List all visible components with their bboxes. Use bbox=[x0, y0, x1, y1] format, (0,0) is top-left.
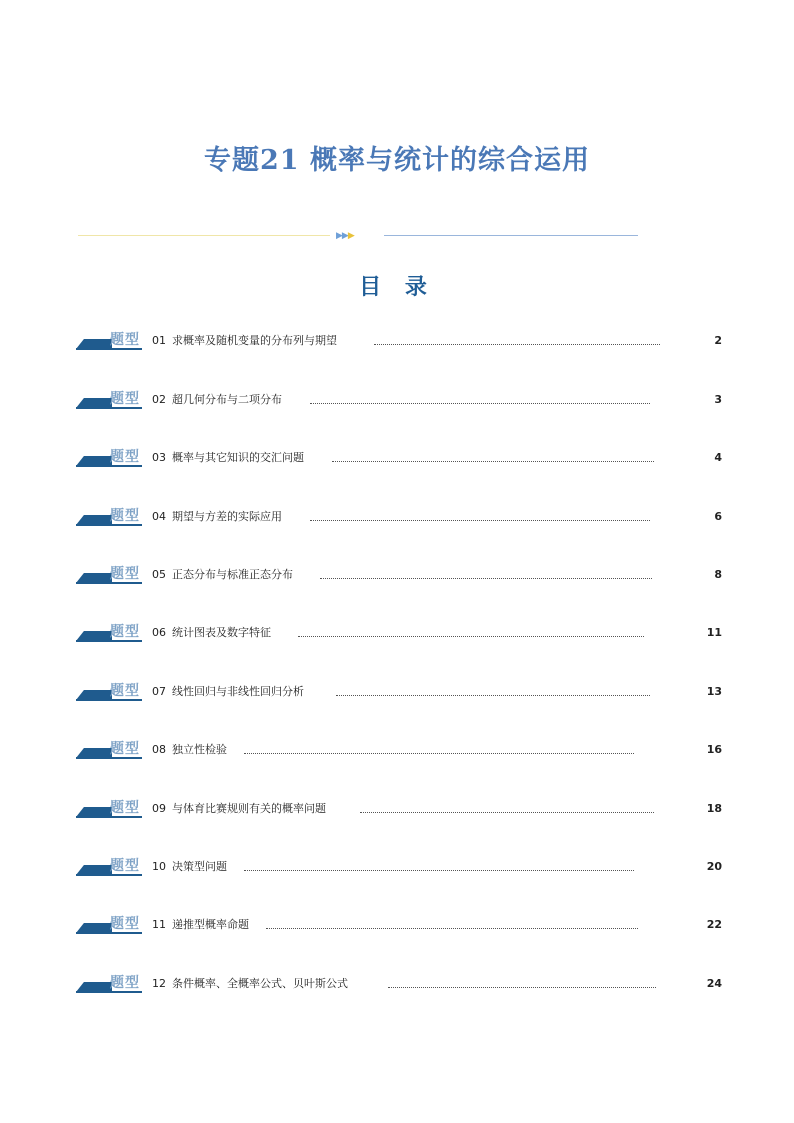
question-type-badge-icon: 题型 bbox=[76, 916, 144, 934]
question-type-badge-icon: 题型 bbox=[76, 741, 144, 759]
question-type-badge-icon: 题型 bbox=[76, 800, 144, 818]
toc-item-label: 条件概率、全概率公式、贝叶斯公式 bbox=[172, 977, 348, 990]
toc-leader-dots bbox=[244, 753, 634, 754]
toc-item[interactable] bbox=[76, 973, 726, 997]
toc-item-label: 线性回归与非线性回归分析 bbox=[172, 685, 304, 698]
toc-item[interactable] bbox=[76, 914, 726, 938]
toc-item[interactable] bbox=[76, 506, 726, 530]
toc-item[interactable] bbox=[76, 856, 726, 880]
question-type-badge-icon: 题型 bbox=[76, 391, 144, 409]
toc-item-number: 06 bbox=[152, 626, 166, 639]
question-type-badge-icon: 题型 bbox=[76, 858, 144, 876]
toc-item-label: 独立性检验 bbox=[172, 743, 227, 756]
toc-item-number: 02 bbox=[152, 393, 166, 406]
toc-item-page: 24 bbox=[706, 977, 722, 990]
toc-item-number: 12 bbox=[152, 977, 166, 990]
toc-leader-dots bbox=[336, 695, 650, 696]
title-divider bbox=[78, 229, 638, 243]
toc-item-page: 20 bbox=[706, 860, 722, 873]
question-type-badge-icon: 题型 bbox=[76, 566, 144, 584]
toc-leader-dots bbox=[266, 928, 638, 929]
toc-leader-dots bbox=[332, 461, 654, 462]
toc-item[interactable] bbox=[76, 622, 726, 646]
toc-item-page: 3 bbox=[714, 393, 722, 406]
toc-item-page: 6 bbox=[714, 510, 722, 523]
toc-item-number: 09 bbox=[152, 802, 166, 815]
page-title: 专题21 概率与统计的综合运用 bbox=[204, 145, 590, 176]
toc-item-number: 05 bbox=[152, 568, 166, 581]
divider-arrows-icon: ▶▶▶ bbox=[336, 231, 354, 241]
toc-item-page: 18 bbox=[706, 802, 722, 815]
toc-heading: 目 录 bbox=[359, 275, 435, 300]
toc-leader-dots bbox=[244, 870, 634, 871]
toc-item-page: 22 bbox=[706, 918, 722, 931]
toc-item-label: 递推型概率命题 bbox=[172, 918, 249, 931]
toc-item-label: 期望与方差的实际应用 bbox=[172, 510, 282, 523]
toc-item-number: 11 bbox=[152, 918, 166, 931]
toc-item[interactable] bbox=[76, 798, 726, 822]
toc-item-label: 与体育比赛规则有关的概率问题 bbox=[172, 802, 326, 815]
toc-item-page: 2 bbox=[714, 334, 722, 347]
question-type-badge-icon: 题型 bbox=[76, 624, 144, 642]
toc-item-number: 10 bbox=[152, 860, 166, 873]
toc-leader-dots bbox=[320, 578, 652, 579]
toc-item-page: 4 bbox=[714, 451, 722, 464]
toc-item[interactable] bbox=[76, 681, 726, 705]
toc-item-page: 11 bbox=[706, 626, 722, 639]
question-type-badge-icon: 题型 bbox=[76, 332, 144, 350]
toc-item[interactable] bbox=[76, 564, 726, 588]
question-type-badge-icon: 题型 bbox=[76, 508, 144, 526]
toc-item-label: 正态分布与标准正态分布 bbox=[172, 568, 293, 581]
toc-item-label: 概率与其它知识的交汇问题 bbox=[172, 451, 304, 464]
divider-line-right bbox=[384, 235, 638, 236]
toc-item-number: 03 bbox=[152, 451, 166, 464]
toc-item[interactable] bbox=[76, 389, 726, 413]
toc-item-label: 求概率及随机变量的分布列与期望 bbox=[172, 334, 337, 347]
toc-item[interactable] bbox=[76, 447, 726, 471]
toc-item-label: 统计图表及数字特征 bbox=[172, 626, 271, 639]
question-type-badge-icon: 题型 bbox=[76, 449, 144, 467]
toc-item-number: 01 bbox=[152, 334, 166, 347]
toc-leader-dots bbox=[388, 987, 656, 988]
toc-leader-dots bbox=[298, 636, 644, 637]
toc-leader-dots bbox=[310, 403, 650, 404]
toc-item-label: 决策型问题 bbox=[172, 860, 227, 873]
toc-leader-dots bbox=[374, 344, 660, 345]
toc-item-label: 超几何分布与二项分布 bbox=[172, 393, 282, 406]
toc-item[interactable] bbox=[76, 739, 726, 763]
toc-leader-dots bbox=[360, 812, 654, 813]
toc-item-page: 16 bbox=[706, 743, 722, 756]
question-type-badge-icon: 题型 bbox=[76, 975, 144, 993]
toc-item-number: 04 bbox=[152, 510, 166, 523]
toc-item-page: 8 bbox=[714, 568, 722, 581]
toc-item-number: 08 bbox=[152, 743, 166, 756]
toc-item-page: 13 bbox=[706, 685, 722, 698]
question-type-badge-icon: 题型 bbox=[76, 683, 144, 701]
toc-item-number: 07 bbox=[152, 685, 166, 698]
toc-item[interactable] bbox=[76, 330, 726, 354]
divider-line-left bbox=[78, 235, 330, 236]
toc-leader-dots bbox=[310, 520, 650, 521]
